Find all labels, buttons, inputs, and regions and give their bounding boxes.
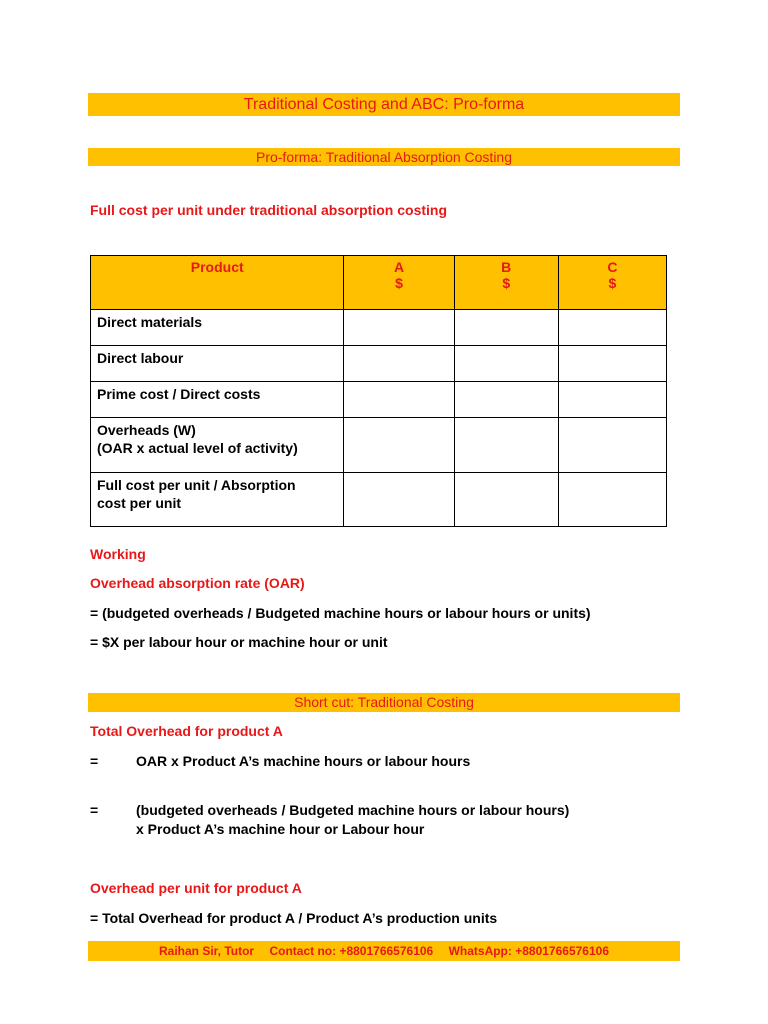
oar-heading: Overhead absorption rate (OAR) <box>90 575 305 591</box>
cell-a <box>344 418 454 473</box>
cell-c <box>558 310 666 346</box>
row-label-line1: Prime cost / Direct costs <box>97 386 261 402</box>
table-header-row <box>91 256 667 310</box>
cell-c <box>558 418 666 473</box>
footer-whatsapp: WhatsApp: +8801766576106 <box>448 944 609 958</box>
footer-name: Raihan Sir, Tutor <box>158 944 255 958</box>
cell-b <box>454 346 558 382</box>
cost-table <box>90 255 667 527</box>
per-unit-formula: = Total Overhead for product A / Product A’s production units <box>90 910 498 926</box>
table-row <box>91 310 667 346</box>
cell-b <box>454 418 558 473</box>
cell-c <box>558 382 666 418</box>
cell-a <box>344 310 454 346</box>
row-label <box>91 310 344 346</box>
oar-result: = $X per labour hour or machine hour or unit <box>90 634 388 650</box>
per-unit-heading: Overhead per unit for product A <box>90 880 302 896</box>
full-cost-heading: Full cost per unit under traditional absorption costing <box>90 202 448 218</box>
header-col-a <box>344 256 454 310</box>
cell-a <box>344 346 454 382</box>
col-name: B <box>501 259 512 275</box>
row-label-line2: (OAR x actual level of activity) <box>97 440 298 456</box>
section-bar-traditional <box>88 148 680 166</box>
page-title: Traditional Costing and ABC: Pro-forma <box>243 96 525 113</box>
footer-bar <box>88 941 680 961</box>
working-heading: Working <box>90 546 146 562</box>
table-row <box>91 382 667 418</box>
col-unit: $ <box>502 275 511 291</box>
row-label <box>91 382 344 418</box>
section-title: Short cut: Traditional Costing <box>294 694 474 710</box>
table-row <box>91 473 667 527</box>
col-unit: $ <box>608 275 617 291</box>
col-unit: $ <box>395 275 403 291</box>
row-label-line1: Direct materials <box>97 314 203 330</box>
eq2-line1: (budgeted overheads / Budgeted machine hours or labour hours) <box>136 802 570 818</box>
eq1-text: OAR x Product A’s machine hours or labour hours <box>136 753 471 769</box>
eq1-sign: = <box>90 753 99 769</box>
row-label <box>91 473 344 527</box>
cell-a <box>344 473 454 527</box>
eq2-line2: x Product A’s machine hour or Labour hour <box>136 821 425 837</box>
cell-b <box>454 382 558 418</box>
cell-b <box>454 310 558 346</box>
row-label-line2: cost per unit <box>97 495 182 511</box>
col-name: A <box>393 259 405 275</box>
table-row <box>91 346 667 382</box>
cell-c <box>558 473 666 527</box>
row-label-line1: Direct labour <box>97 350 184 366</box>
cell-b <box>454 473 558 527</box>
footer-contact: Contact no: +8801766576106 <box>269 944 434 958</box>
section-bar-shortcut <box>88 693 680 712</box>
row-label-line1: Overheads (W) <box>97 422 196 438</box>
table-row <box>91 418 667 473</box>
eq2-sign: = <box>90 802 99 818</box>
section-title: Pro-forma: Traditional Absorption Costing <box>255 149 512 165</box>
total-overhead-heading: Total Overhead for product A <box>90 723 283 739</box>
header-col-b <box>454 256 558 310</box>
col-name: C <box>607 259 618 275</box>
row-label-line1: Full cost per unit / Absorption <box>97 477 296 493</box>
header-product: Product <box>91 256 344 310</box>
row-label <box>91 418 344 473</box>
title-bar <box>88 93 680 116</box>
header-col-c <box>558 256 666 310</box>
cell-a <box>344 382 454 418</box>
oar-formula: = (budgeted overheads / Budgeted machine hours or labour hours or units) <box>90 605 591 621</box>
cell-c <box>558 346 666 382</box>
row-label <box>91 346 344 382</box>
